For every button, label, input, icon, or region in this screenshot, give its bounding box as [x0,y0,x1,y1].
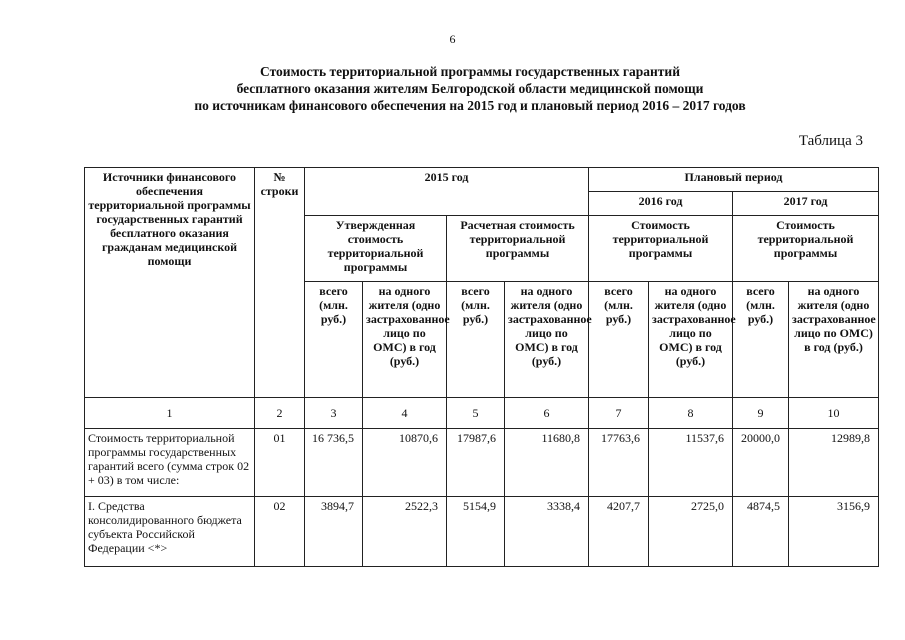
cell-value: 17987,6 [447,429,505,497]
row-label: Стоимость территориальной программы государственных гарантий всего (сумма строк 02 + 03) в том числе: [85,429,255,497]
column-number: 3 [305,398,363,429]
row-label: I. Средства консолидированного бюджета субъекта Российской Федерации <*> [85,497,255,567]
header-total: всего (млн. руб.) [447,282,505,398]
header-row-no: № строки [255,168,305,398]
header-per-resident: на одного жителя (одно застрахованное лицо по ОМС) в год (руб.) [505,282,589,398]
header-cost-2017: Стоимость территориальной программы [733,216,879,282]
header-total: всего (млн. руб.) [733,282,789,398]
cell-value: 2522,3 [363,497,447,567]
header-year-2017: 2017 год [733,192,879,216]
header-year-2016: 2016 год [589,192,733,216]
header-per-resident: на одного жителя (одно застрахованное лицо по ОМС) в год (руб.) [649,282,733,398]
header-total: всего (млн. руб.) [305,282,363,398]
cell-value: 3338,4 [505,497,589,567]
page-number: 6 [449,32,456,46]
document-title [60,63,880,114]
title-line-2: бесплатного оказания жителям Белгородской области медицинской помощи [236,81,704,96]
cell-value: 5154,9 [447,497,505,567]
title-line-1: Стоимость территориальной программы государственных гарантий [260,64,680,79]
cell-value: 16 736,5 [305,429,363,497]
title-line-3: по источникам финансового обеспечения на 2015 год и плановый период 2016 – 2017 годов [194,98,746,113]
column-number-row [85,398,879,429]
cost-table [84,167,879,567]
row-number: 01 [255,429,305,497]
cell-value: 20000,0 [733,429,789,497]
header-calculated-cost: Расчетная стоимость территориальной программы [447,216,589,282]
header-year-2015: 2015 год [305,168,589,216]
header-per-resident: на одного жителя (одно застрахованное лицо по ОМС) в год (руб.) [363,282,447,398]
header-approved-cost: Утвержденная стоимость территориальной программы [305,216,447,282]
cell-value: 10870,6 [363,429,447,497]
header-sources: Источники финансового обеспечения территориальной программы государственных гарантий бесплатного оказания гражданам медицинской помощи [85,168,255,398]
header-total: всего (млн. руб.) [589,282,649,398]
cell-value: 2725,0 [649,497,733,567]
cell-value: 3894,7 [305,497,363,567]
cell-value: 12989,8 [789,429,879,497]
row-number: 02 [255,497,305,567]
header-plan-period: Плановый период [589,168,879,192]
column-number: 9 [733,398,789,429]
cell-value: 11537,6 [649,429,733,497]
column-number: 4 [363,398,447,429]
column-number: 1 [85,398,255,429]
column-number: 7 [589,398,649,429]
table-row [85,429,879,497]
header-per-resident: на одного жителя (одно застрахованное лицо по ОМС) в год (руб.) [789,282,879,398]
cell-value: 11680,8 [505,429,589,497]
cell-value: 17763,6 [589,429,649,497]
table-row [85,497,879,567]
cell-value: 3156,9 [789,497,879,567]
column-number: 6 [505,398,589,429]
column-number: 2 [255,398,305,429]
column-number: 8 [649,398,733,429]
cell-value: 4874,5 [733,497,789,567]
cell-value: 4207,7 [589,497,649,567]
column-number: 5 [447,398,505,429]
header-cost-2016: Стоимость территориальной программы [589,216,733,282]
column-number: 10 [789,398,879,429]
table-label: Таблица 3 [798,133,863,149]
